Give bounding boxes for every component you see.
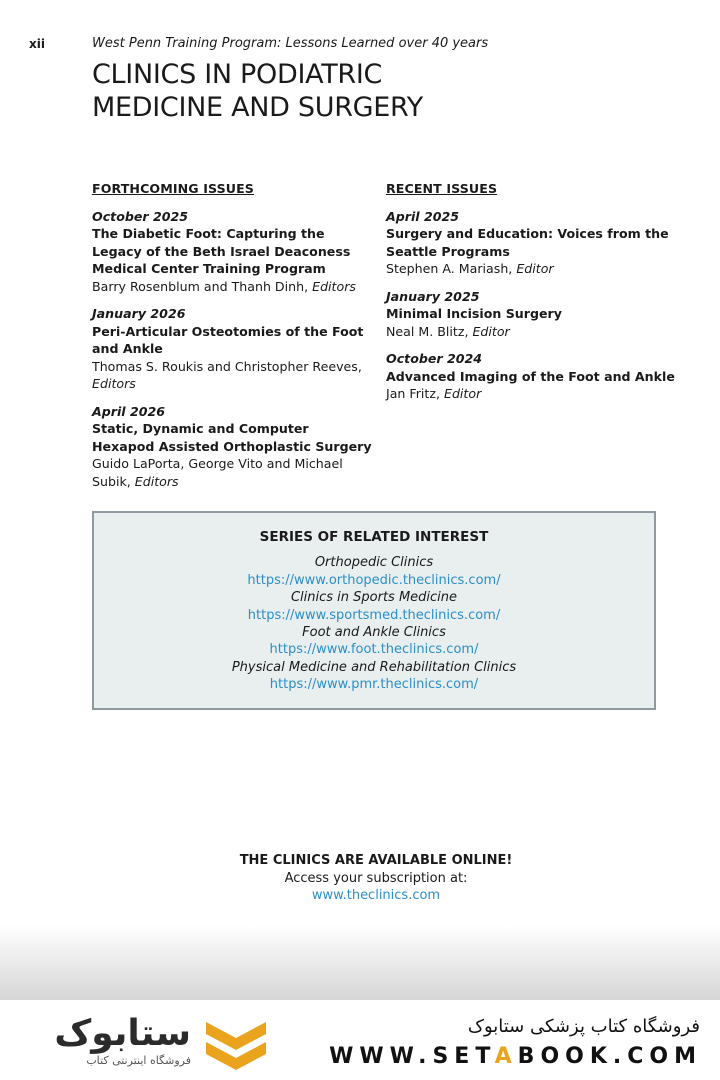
issue-entry <box>92 403 374 491</box>
series-name: Orthopedic Clinics <box>314 555 434 571</box>
series-name: Foot and Ankle Clinics <box>302 625 446 641</box>
issue-entry <box>92 305 374 393</box>
editor-role: Editor <box>516 261 554 276</box>
issue-editors <box>386 385 676 403</box>
issue-title: Peri-Articular Osteotomies of the Foot and Ankle <box>92 323 364 356</box>
site-accent-letter: A <box>494 1044 518 1069</box>
series-heading: SERIES OF RELATED INTEREST <box>259 529 489 545</box>
page-number: xii <box>29 37 45 51</box>
editor-role: Editors <box>134 473 179 489</box>
store-title: فروشگاه کتاب پزشکی ستابوک <box>467 1016 700 1037</box>
title-line-1: CLINICS IN PODIATRIC <box>92 59 383 90</box>
editor-role: Editors <box>312 278 356 294</box>
recent-heading: RECENT ISSUES <box>386 181 498 196</box>
editor-names: Stephen A. Mariash, <box>386 261 517 276</box>
issue-editors <box>92 455 374 490</box>
clinics-website-link[interactable]: www.theclinics.com <box>311 888 441 903</box>
footer-fade <box>0 925 720 1000</box>
issue-title: Minimal Incision Surgery <box>386 306 562 321</box>
page-title <box>92 58 652 124</box>
title-line-2: MEDICINE AND SURGERY <box>92 92 423 123</box>
issue-title: Static, Dynamic and Computer Hexapod Assisted Orthoplastic Surgery <box>92 421 372 454</box>
series-link[interactable]: https://www.foot.theclinics.com/ <box>269 642 479 658</box>
setabook-website[interactable] <box>329 1044 702 1069</box>
editor-role: Editors <box>92 376 136 391</box>
recent-issues-column <box>386 180 676 413</box>
online-availability <box>0 852 720 905</box>
forthcoming-issues-column <box>92 180 374 500</box>
issue-entry <box>386 350 676 403</box>
editor-names: Barry Rosenblum and Thanh Dinh, <box>92 278 313 294</box>
running-head: West Penn Training Program: Lessons Learned over 40 years <box>92 36 489 51</box>
editor-names: Jan Fritz, <box>386 386 444 401</box>
editor-role: Editor <box>443 386 482 401</box>
issue-date: January 2026 <box>92 306 186 321</box>
issue-date: October 2025 <box>92 208 189 224</box>
issue-title: Advanced Imaging of the Foot and Ankle <box>386 368 675 384</box>
editor-names: Guido LaPorta, George Vito and Michael Subik, <box>92 456 343 489</box>
series-of-related-interest-box <box>92 511 656 710</box>
issue-date: January 2025 <box>386 288 480 304</box>
setabook-chevron-icon <box>204 1016 268 1074</box>
series-link[interactable]: https://www.pmr.theclinics.com/ <box>269 677 479 693</box>
site-prefix: WWW.SET <box>329 1044 495 1069</box>
site-suffix: BOOK.COM <box>517 1044 702 1069</box>
series-name: Clinics in Sports Medicine <box>290 590 458 606</box>
issue-date: April 2025 <box>386 208 460 224</box>
online-heading: THE CLINICS ARE AVAILABLE ONLINE! <box>239 853 513 868</box>
editor-names: Thomas S. Roukis and Christopher Reeves, <box>92 358 362 374</box>
logo-wordmark: ستابوک <box>54 1013 191 1054</box>
issue-editors <box>92 358 374 393</box>
issue-date: October 2024 <box>386 351 483 366</box>
setabook-footer-banner <box>0 1000 720 1080</box>
forthcoming-heading: FORTHCOMING ISSUES <box>92 181 254 196</box>
series-link[interactable]: https://www.sportsmed.theclinics.com/ <box>247 607 501 623</box>
issue-editors <box>92 278 374 296</box>
setabook-logo-text <box>36 1014 191 1067</box>
editor-names: Neal M. Blitz, <box>386 323 473 339</box>
issue-editors <box>386 260 676 278</box>
issue-editors <box>386 323 676 341</box>
issue-entry <box>386 288 676 341</box>
online-subtext: Access your subscription at: <box>284 870 468 886</box>
issue-entry <box>386 208 676 278</box>
series-name: Physical Medicine and Rehabilitation Clinics <box>231 659 517 675</box>
issue-entry <box>92 208 374 296</box>
issue-title: The Diabetic Foot: Capturing the Legacy of the Beth Israel Deaconess Medical Center Training Program <box>92 226 351 276</box>
logo-subtext: فروشگاه اینترنتی کتاب <box>86 1054 191 1067</box>
editor-role: Editor <box>472 323 510 339</box>
issue-date: April 2026 <box>92 403 166 419</box>
issue-title: Surgery and Education: Voices from the Seattle Programs <box>386 226 669 259</box>
series-link[interactable]: https://www.orthopedic.theclinics.com/ <box>247 572 501 588</box>
